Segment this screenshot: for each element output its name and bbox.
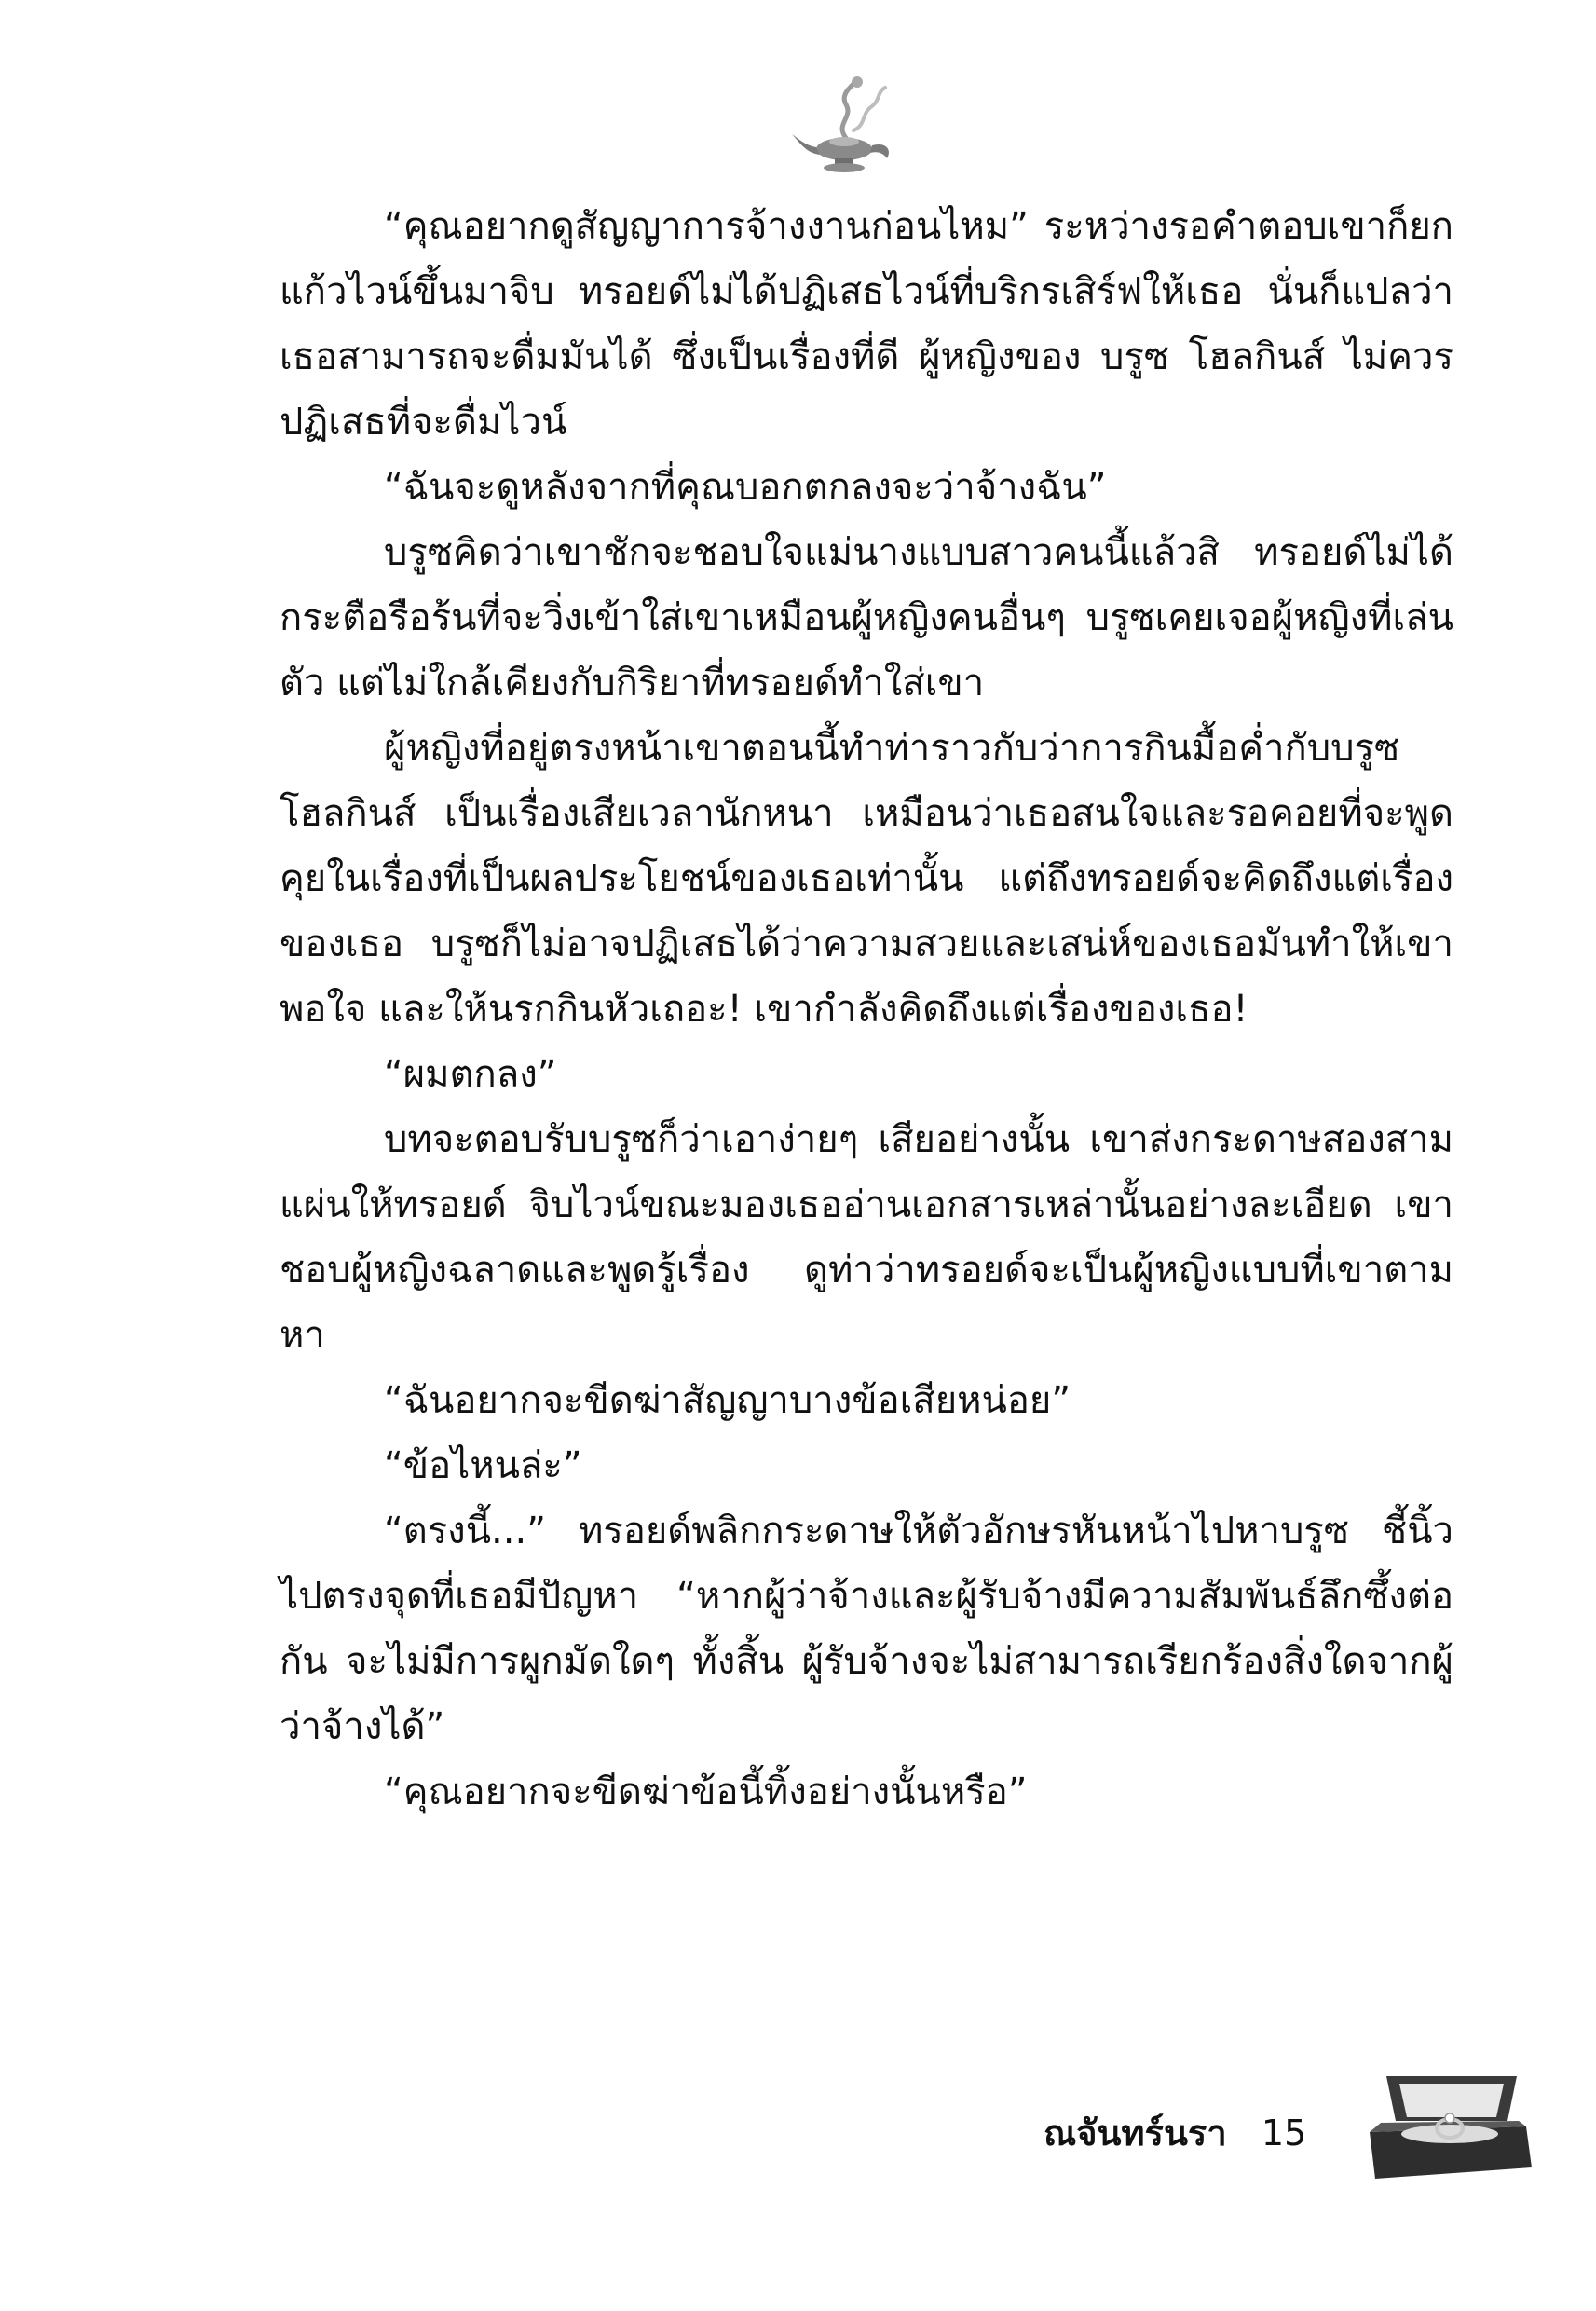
page-number: 15 — [1261, 2113, 1307, 2154]
page-footer — [1044, 2104, 1306, 2161]
paragraph: “คุณอยากจะขีดฆ่าข้อนี้ทิ้งอย่างนั้นหรือ” — [384, 1771, 1028, 1813]
ring-box-icon — [1358, 2067, 1535, 2188]
paragraph: บรูซคิดว่าเขาชักจะชอบใจแม่นางแบบสาวคนนี้แล้วสิ ทรอยด์ไม่ได้กระตือรือร้นที่จะวิ่งเข้าใส่เขาเหมือนผู้หญิงคนอื่นๆ บรูซเคยเจอผู้หญิงที่เล่นตัว แต่ไม่ใกล้เคียงกับกิริยาที่ทรอยด์ทำใส่เขา — [280, 531, 1453, 704]
magic-lamp-icon — [788, 73, 900, 185]
author-name: ณจันทร์นรา — [1044, 2113, 1227, 2154]
paragraph: “ฉันจะดูหลังจากที่คุณบอกตกลงจะว่าจ้างฉัน” — [384, 466, 1107, 509]
paragraph: “ผมตกลง” — [384, 1053, 557, 1096]
paragraph: “ตรงนี้...” ทรอยด์พลิกกระดาษให้ตัวอักษรหันหน้าไปหาบรูซ ชี้นิ้วไปตรงจุดที่เธอมีปัญหา “หากผู้ว่าจ้างและผู้รับจ้างมีความสัมพันธ์ลึกซึ้งต่อกัน จะไม่มีการผูกมัดใดๆ ทั้งสิ้น ผู้รับจ้างจะไม่สามารถเรียกร้องสิ่งใดจากผู้ว่าจ้างได้” — [280, 1510, 1453, 1748]
body-text — [280, 194, 1453, 1825]
paragraph: “คุณอยากดูสัญญาการจ้างงานก่อนไหม” ระหว่างรอคำตอบเขาก็ยกแก้วไวน์ขึ้นมาจิบ ทรอยด์ไม่ได้ปฏิเสธไวน์ที่บริกรเสิร์ฟให้เธอ นั่นก็แปลว่าเธอสามารถจะดื่มมันได้ ซึ่งเป็นเรื่องที่ดี ผู้หญิงของ บรูซ โฮลกินส์ ไม่ควรปฏิเสธที่จะดื่มไวน์ — [280, 205, 1453, 444]
paragraph: บทจะตอบรับบรูซก็ว่าเอาง่ายๆ เสียอย่างนั้น เขาส่งกระดาษสองสามแผ่นให้ทรอยด์ จิบไวน์ขณะมองเธออ่านเอกสารเหล่านั้นอย่างละเอียด เขาชอบผู้หญิงฉลาดและพูดรู้เรื่อง ดูท่าว่าทรอยด์จะเป็นผู้หญิงแบบที่เขาตามหา — [280, 1118, 1453, 1357]
paragraph: ผู้หญิงที่อยู่ตรงหน้าเขาตอนนี้ทำท่าราวกับว่าการกินมื้อค่ำกับบรูซ โฮลกินส์ เป็นเรื่องเสียเวลานักหนา เหมือนว่าเธอสนใจและรอคอยที่จะพูดคุยในเรื่องที่เป็นผลประโยชน์ของเธอเท่านั้น แต่ถึงทรอยด์จะคิดถึงแต่เรื่องของเธอ บรูซก็ไม่อาจปฏิเสธได้ว่าความสวยและเสน่ห์ของเธอมันทำให้เขาพอใจ และให้นรกกินหัวเถอะ! เขากำลังคิดถึงแต่เรื่องของเธอ! — [280, 727, 1453, 1031]
paragraph: “ฉันอยากจะขีดฆ่าสัญญาบางข้อเสียหน่อย” — [384, 1379, 1071, 1422]
paragraph: “ข้อไหนล่ะ” — [384, 1444, 582, 1487]
